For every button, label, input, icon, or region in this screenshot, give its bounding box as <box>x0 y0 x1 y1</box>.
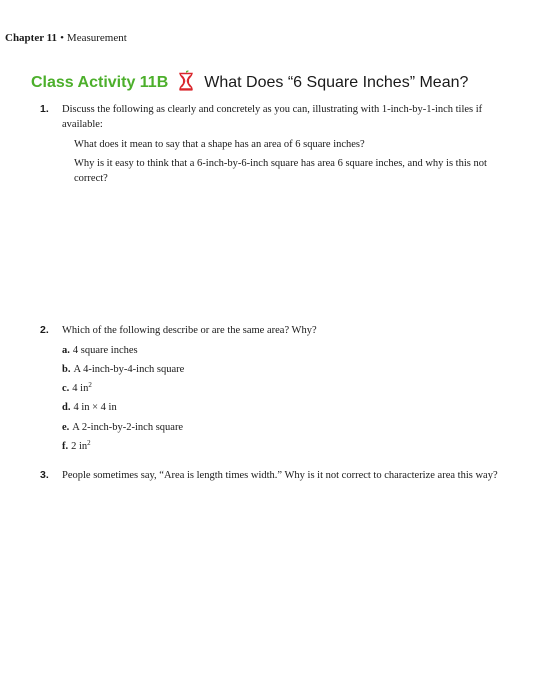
question-3-number: 3. <box>40 469 49 481</box>
section-label: Measurement <box>66 32 127 44</box>
question-1-text: Discuss the following as clearly and concretely as you can, illustrating with 1-inch-by-1-inch tiles if available: <box>62 104 483 130</box>
activity-heading: What Does “6 Square Inches” Mean? <box>204 74 469 91</box>
question-2-text: Which of the following describe or are the same area? Why? <box>62 325 317 336</box>
option-letter: b. <box>62 364 71 375</box>
option-text: 2 in <box>71 441 88 452</box>
question-1-prompt-a: What does it mean to say that a shape has an area of 6 square inches? <box>74 139 365 150</box>
chapter-label: Chapter 11 <box>5 32 58 44</box>
running-head-separator: • <box>60 32 64 44</box>
option-d <box>62 400 117 415</box>
option-f <box>62 439 91 454</box>
option-text: 4 square inches <box>72 345 138 356</box>
option-c <box>62 381 92 396</box>
option-e <box>62 420 183 435</box>
question-1-number: 1. <box>40 103 49 115</box>
option-b <box>62 362 184 377</box>
option-exponent: 2 <box>88 381 92 389</box>
option-letter: d. <box>62 402 71 413</box>
option-text: A 2-inch-by-2-inch square <box>72 422 184 433</box>
option-letter: a. <box>62 345 70 356</box>
question-1-prompt-b: Why is it easy to think that a 6-inch-by-6-inch square has area 6 square inches, and why is this not correct? <box>74 158 487 184</box>
option-letter: f. <box>62 441 69 452</box>
question-3-text: People sometimes say, “Area is length times width.” Why is it not correct to characterize area this way? <box>62 470 498 481</box>
running-head <box>5 32 127 44</box>
activity-title <box>31 70 468 92</box>
option-a <box>62 343 138 358</box>
option-letter: c. <box>62 383 70 394</box>
apple-core-icon <box>176 70 196 92</box>
option-text: 4 in × 4 in <box>73 402 117 413</box>
option-letter: e. <box>62 422 70 433</box>
option-text: A 4-inch-by-4-inch square <box>73 364 185 375</box>
option-text: 4 in <box>72 383 89 394</box>
option-exponent: 2 <box>87 439 91 447</box>
activity-label: Class Activity 11B <box>31 74 169 91</box>
question-2-number: 2. <box>40 324 49 336</box>
